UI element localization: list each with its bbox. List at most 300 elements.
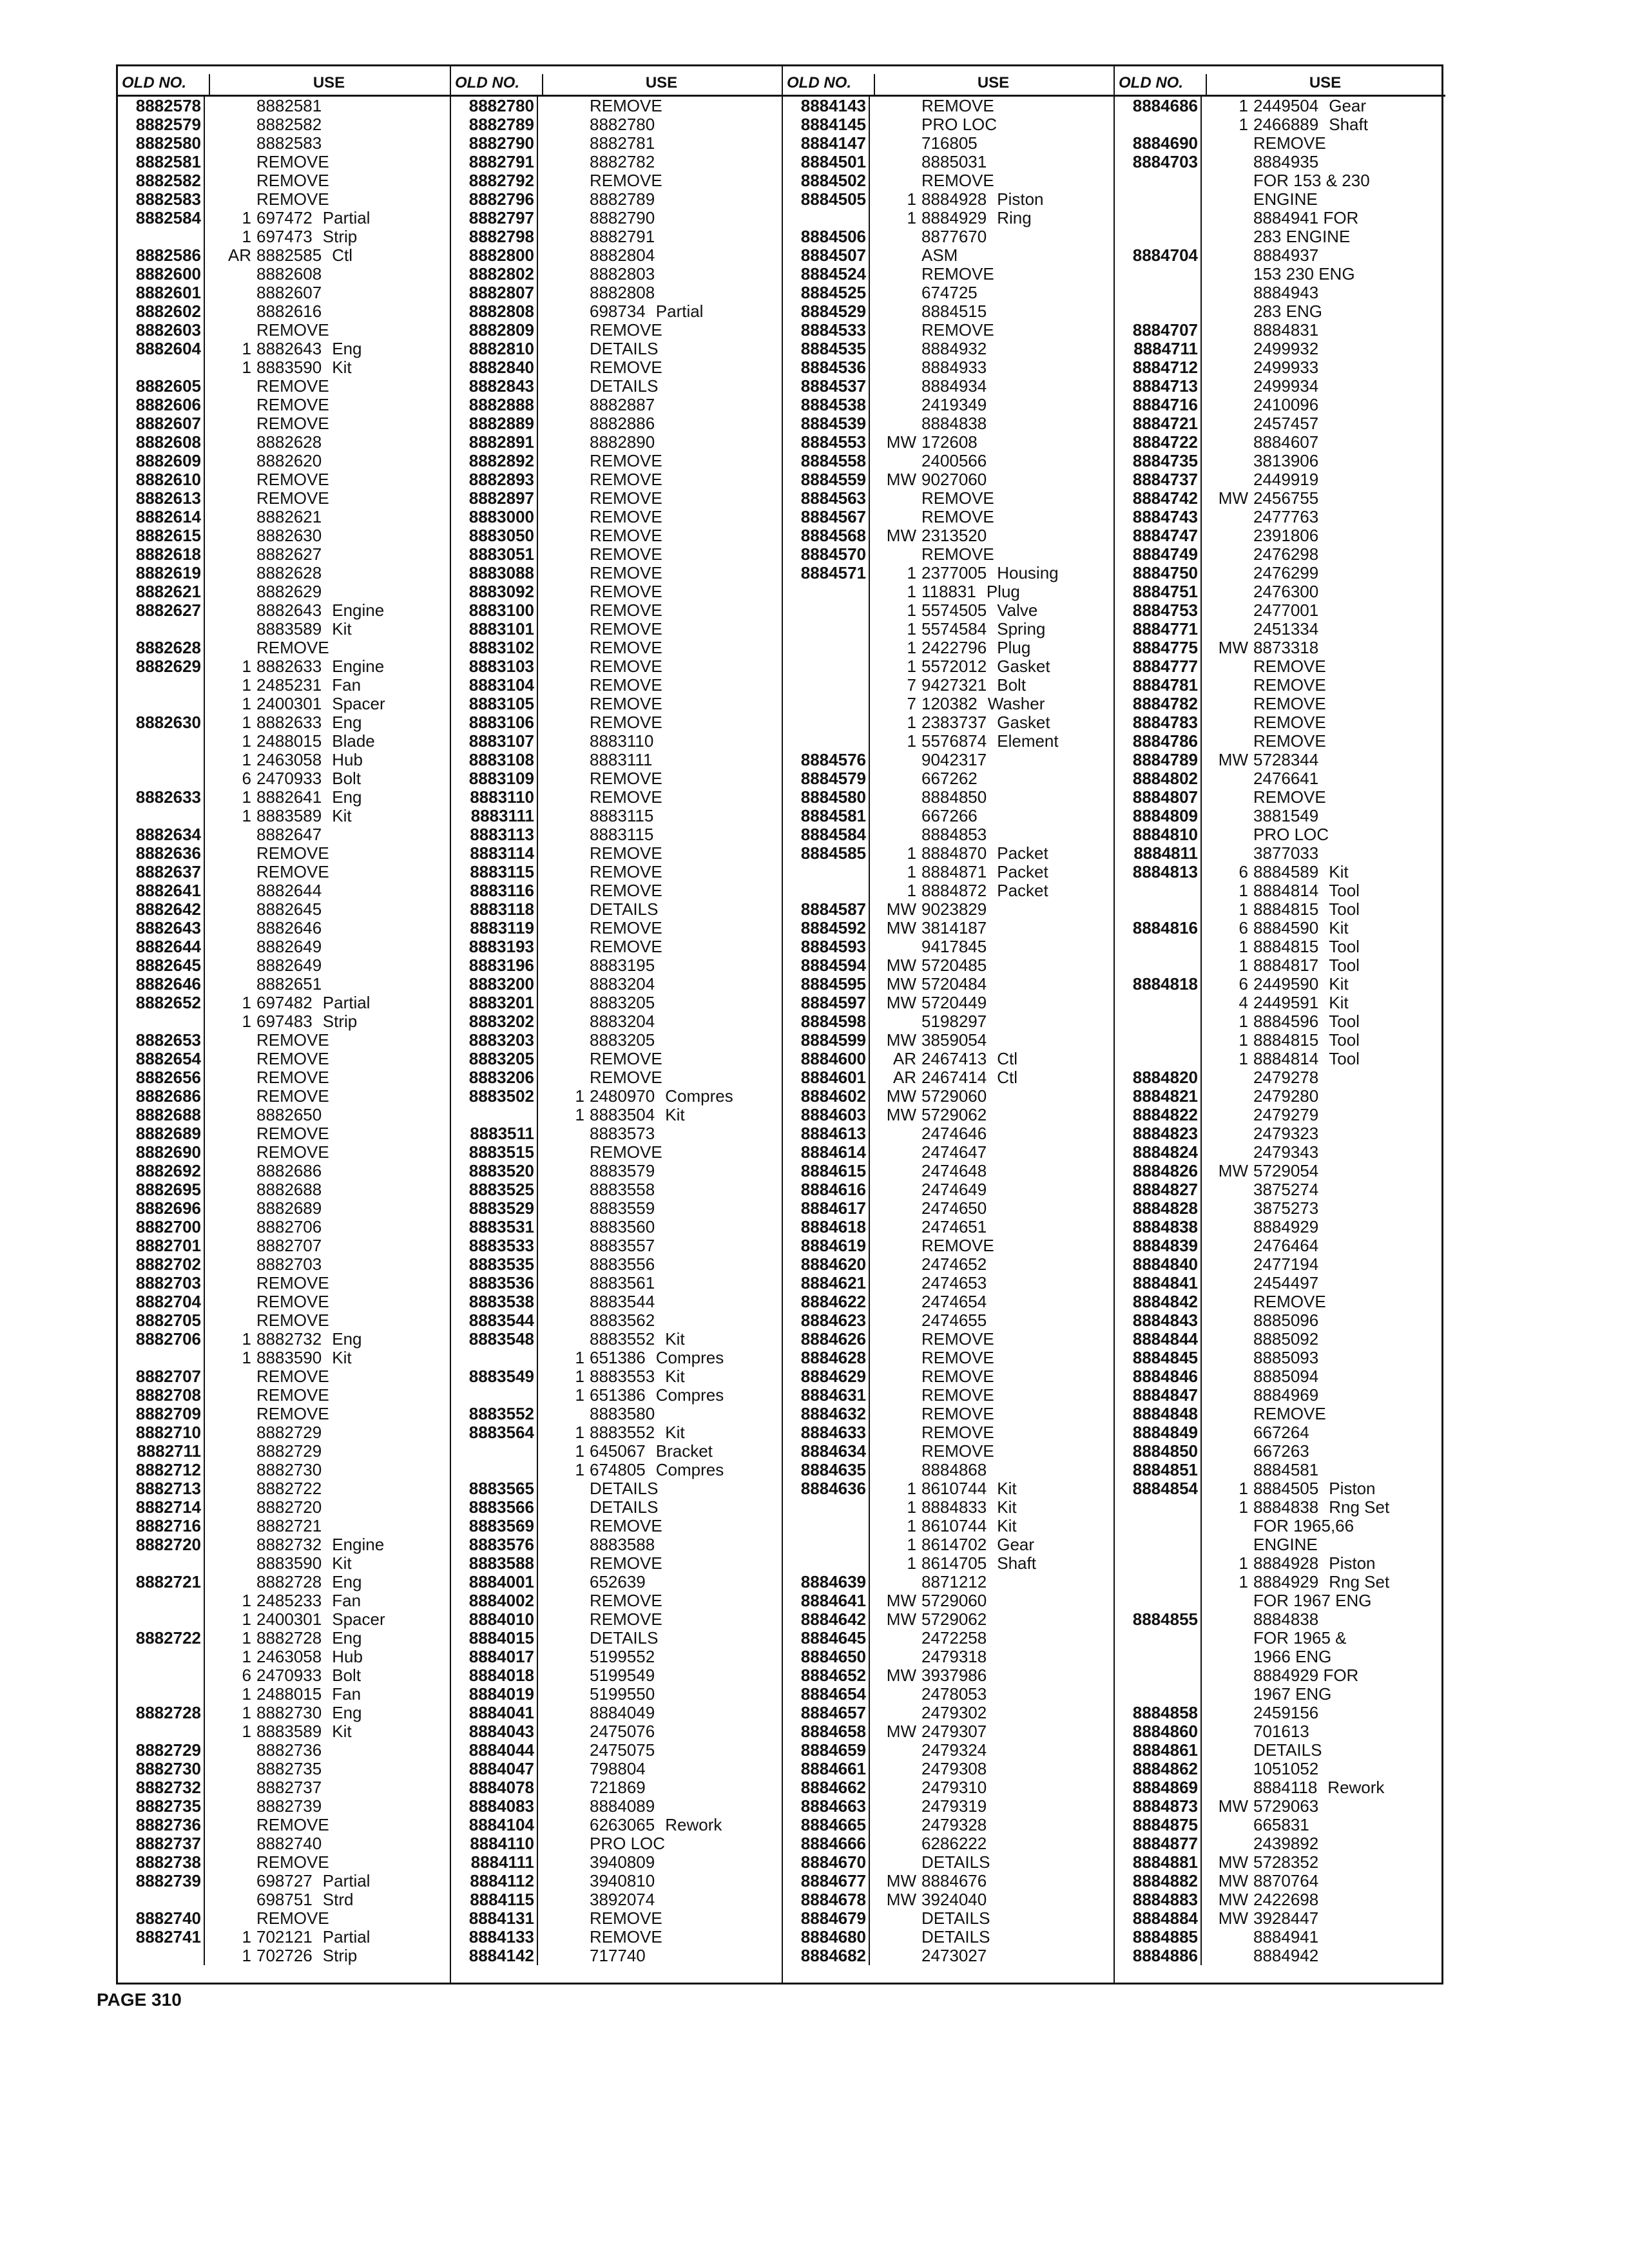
table-row [1115,340,1445,358]
part-description [662,564,673,582]
part-description: Kit [665,1423,685,1442]
table-row [451,1722,782,1741]
table-row [783,1573,1113,1591]
quantity: 1 [907,843,916,863]
table-row [1115,695,1445,713]
part-description [655,1162,665,1180]
table-row [118,265,450,284]
table-row [451,1031,782,1050]
use-part-number: 172608 [921,432,978,452]
part-description [994,97,1005,115]
quantity [870,1797,921,1816]
part-description [655,414,665,433]
old-number [118,358,205,377]
use-part-number: 8882730 [256,1460,322,1479]
part-description [662,1517,673,1535]
part-description [1318,190,1328,209]
part-description [987,1293,997,1311]
quantity: 1 [1239,1049,1248,1068]
old-number: 8883206 [451,1068,538,1087]
table-row [1115,358,1445,377]
use-part-number: 8884515 [921,302,987,321]
quantity [1202,1648,1253,1666]
part-description [1318,526,1329,545]
use-part-number: 8882722 [256,1479,322,1498]
old-number: 8882713 [118,1479,205,1498]
quantity: MW [886,1086,916,1106]
use-part-number: REMOVE [590,843,662,863]
quantity [538,302,590,321]
use-part-number: 8882629 [256,582,322,601]
quantity [870,1293,921,1311]
part-description [987,994,997,1012]
table-row [783,1068,1113,1087]
use-part-number: 2479324 [921,1740,987,1760]
use-part-number: 2463058 [256,750,322,769]
old-number: 8882712 [118,1461,205,1479]
quantity: 1 [242,1628,251,1648]
quantity: 1 [242,1703,251,1722]
use-part-number: 5572012 [921,657,987,676]
table-row [451,1442,782,1461]
table-row [1115,433,1445,452]
table-row [451,396,782,414]
table-row [1115,564,1445,582]
part-description [655,1031,665,1050]
part-description: Eng [332,1628,362,1648]
table-row [1115,1946,1445,1965]
table-row [118,564,450,582]
table-row [118,377,450,396]
old-number: 8882601 [118,284,205,302]
table-row [1115,732,1445,751]
part-description [329,1050,340,1068]
old-number: 8884677 [783,1872,870,1890]
table-row [783,956,1113,975]
part-description [1318,1909,1329,1928]
part-description [329,1311,340,1330]
use-part-number: 2449591 [1253,993,1319,1012]
table-row [118,321,450,340]
quantity [205,582,256,601]
old-number [783,881,870,900]
use-part-number: REMOVE [921,488,994,508]
use-part-number: 667264 [1253,1423,1309,1442]
table-row [783,115,1113,134]
quantity [205,1068,256,1087]
table-row [451,564,782,582]
quantity [538,1909,590,1928]
old-number: 8882695 [118,1180,205,1199]
use-part-number: 8884815 [1253,899,1319,919]
table-row [1115,900,1445,919]
old-number: 8884735 [1115,452,1202,470]
table-row [783,1386,1113,1405]
part-description [1326,732,1336,751]
use-part-number: 2479328 [921,1815,987,1834]
old-number: 8882610 [118,470,205,489]
part-description [329,190,340,209]
table-row [783,545,1113,564]
table-row [1115,807,1445,825]
part-description: Piston [1329,1479,1376,1498]
use-part-number: 8884049 [590,1703,655,1722]
table-row [1115,975,1445,994]
quantity [538,227,590,246]
old-number: 8884749 [1115,545,1202,564]
use-part-number: 8885096 [1253,1311,1319,1330]
quantity [205,489,256,508]
table-row [783,1629,1113,1648]
old-number: 8884535 [783,340,870,358]
table-row [451,1423,782,1442]
part-description [322,1461,332,1479]
table-row [451,1050,782,1068]
table-row [1115,209,1445,227]
old-number: 8884802 [1115,769,1202,788]
use-part-number: 721869 [590,1778,646,1797]
use-part-number: 2467414 [921,1068,987,1087]
old-number: 8884707 [1115,321,1202,340]
quantity: MW [1218,750,1248,769]
use-part-number: 8882781 [590,133,655,153]
quantity [538,1573,590,1591]
use-part-number: 2479323 [1253,1124,1319,1143]
old-number [1115,1498,1202,1517]
part-description [987,358,997,377]
use-part-number: 2499934 [1253,376,1319,396]
quantity [538,807,590,825]
quantity [870,115,921,134]
old-number: 8884602 [783,1087,870,1106]
quantity [538,1330,590,1349]
old-number: 8884002 [451,1591,538,1610]
part-description: Kit [332,1722,352,1741]
use-part-number: 8884872 [921,881,987,900]
old-number: 8883193 [451,937,538,956]
table-row [783,1928,1113,1946]
quantity: 1 [1239,1030,1248,1050]
part-description [1318,1461,1329,1479]
part-description [662,452,673,470]
part-description: Shaft [997,1553,1036,1573]
table-row [783,1180,1113,1199]
use-part-number: 8882736 [256,1740,322,1760]
quantity [870,171,921,190]
table-row [1115,1498,1445,1517]
quantity [1202,807,1253,825]
part-description [329,1068,340,1087]
old-number: 8884860 [1115,1722,1202,1741]
use-part-number: REMOVE [590,96,662,115]
table-row [118,1797,450,1816]
old-number: 8882702 [118,1255,205,1274]
table-row [118,1050,450,1068]
old-number: 8882843 [451,377,538,396]
old-number: 8882802 [451,265,538,284]
old-number: 8884633 [783,1423,870,1442]
quantity: 1 [242,339,251,358]
old-number [783,695,870,713]
table-row [118,1236,450,1255]
table-row [451,284,782,302]
table-row [118,1405,450,1423]
use-part-number: 8884505 [1253,1479,1319,1498]
part-description [329,321,340,340]
table-row [451,1124,782,1143]
old-number: 8884593 [783,937,870,956]
use-part-number: FOR 1965,66 [1253,1516,1354,1535]
table-row [783,1162,1113,1180]
use-part-number: REMOVE [590,1049,662,1068]
use-part-number: 8614705 [921,1553,987,1573]
use-part-number: 8882720 [256,1497,322,1517]
old-number: 8884587 [783,900,870,919]
table-row [783,1124,1113,1143]
old-number: 8882654 [118,1050,205,1068]
old-number: 8883103 [451,657,538,676]
old-number: 8884585 [783,844,870,863]
table-row [783,844,1113,863]
quantity: 1 [575,1086,584,1106]
part-description: Strip [322,1012,358,1031]
old-number: 8882644 [118,937,205,956]
old-number: 8883520 [451,1162,538,1180]
old-number: 8882709 [118,1405,205,1423]
old-number: 8884670 [783,1853,870,1872]
use-part-number: 2454497 [1253,1273,1319,1293]
use-part-number: PRO LOC [921,115,998,134]
use-part-number: 8883589 [256,1722,322,1741]
use-part-number: 3892074 [590,1890,655,1909]
quantity: 1 [1239,1553,1248,1573]
part-description [1326,1293,1336,1311]
old-number: 8883110 [451,788,538,807]
old-number: 8883106 [451,713,538,732]
use-part-number: 2466889 [1253,115,1319,134]
part-description [329,1386,340,1405]
table-row [451,1685,782,1704]
old-number: 8882621 [118,582,205,601]
old-number: 8884617 [783,1199,870,1218]
part-description [322,115,332,134]
quantity: MW [886,1890,916,1909]
table-row [783,769,1113,788]
part-description [987,1760,997,1778]
old-number: 8882700 [118,1218,205,1236]
quantity [1202,227,1253,246]
table-row [451,975,782,994]
old-number: 8884855 [1115,1610,1202,1629]
use-part-number: DETAILS [590,899,659,919]
old-number: 8884750 [1115,564,1202,582]
quantity: 1 [907,1516,916,1535]
use-part-number: 8884850 [921,787,987,807]
old-number: 8884615 [783,1162,870,1180]
use-part-number: 8883195 [590,956,655,975]
old-number: 8884142 [451,1946,538,1965]
use-part-number: 8883552 [590,1423,655,1442]
part-description [978,284,988,302]
old-number: 8882613 [118,489,205,508]
part-description: Packet [997,881,1048,900]
use-header: USE [313,74,345,91]
quantity [1202,246,1253,265]
quantity [205,265,256,284]
quantity [1202,377,1253,396]
table-row [1115,620,1445,639]
old-number [783,639,870,657]
part-description: Partial [655,302,704,321]
table-row [118,1124,450,1143]
table-row [451,1106,782,1124]
table-row [1115,227,1445,246]
quantity [870,1311,921,1330]
quantity [205,1442,256,1461]
old-number [1115,1629,1202,1648]
use-part-number: 8883552 [590,1329,655,1349]
old-number: 8882807 [451,284,538,302]
use-part-number: REMOVE [921,96,994,115]
table-row [118,732,450,751]
part-description [655,190,665,209]
old-number: 8884849 [1115,1423,1202,1442]
table-row [451,1386,782,1405]
table-row [783,807,1113,825]
quantity [870,396,921,414]
part-description [662,713,673,732]
old-number: 8882740 [118,1909,205,1928]
old-number: 8884678 [783,1890,870,1909]
table-row [451,1591,782,1610]
use-part-number: 2400301 [256,694,322,713]
table-row [1115,956,1445,975]
part-description [1326,1405,1336,1423]
table-row [783,1311,1113,1330]
part-description [1322,302,1333,321]
table-row [118,1274,450,1293]
table-row [783,1666,1113,1685]
use-part-number: REMOVE [256,395,329,414]
use-part-number: 5729054 [1253,1161,1319,1180]
use-part-number: REMOVE [256,1049,329,1068]
part-description [1318,1236,1329,1255]
use-part-number: REMOVE [256,1852,329,1872]
old-number: 8883529 [451,1199,538,1218]
old-number: 8883515 [451,1143,538,1162]
quantity [205,1890,256,1909]
part-description [1318,433,1329,452]
quantity [205,508,256,526]
part-description [329,863,340,881]
part-description [655,115,665,134]
use-part-number: 2449504 [1253,96,1319,115]
quantity [538,97,590,115]
table-row [118,807,450,825]
part-description [322,1218,332,1236]
quantity [1202,1180,1253,1199]
table-row [118,340,450,358]
quantity [205,190,256,209]
quantity: MW [886,1722,916,1741]
quantity [205,1293,256,1311]
use-part-number: 2377005 [921,563,987,582]
table-row [1115,1162,1445,1180]
old-number [783,620,870,639]
table-row [1115,265,1445,284]
quantity [205,284,256,302]
part-description [1309,1442,1320,1461]
part-description: Strd [322,1890,354,1909]
use-part-number: PRO LOC [1253,825,1329,844]
part-description [329,1124,340,1143]
old-number: 8882688 [118,1106,205,1124]
part-description: Bolt [997,675,1027,695]
quantity: 1 [907,638,916,657]
part-description [329,414,340,433]
use-part-number: 8882644 [256,881,322,900]
use-part-number: 8610744 [921,1479,987,1498]
old-number: 8884743 [1115,508,1202,526]
quantity: 1 [907,1497,916,1517]
part-description [1318,1946,1329,1965]
table-row [783,97,1113,115]
table-row [451,788,782,807]
part-description [655,1255,665,1274]
part-description [329,1274,340,1293]
part-description [987,377,997,396]
table-row [118,956,450,975]
part-description [662,1610,673,1629]
table-row [118,302,450,321]
old-number: 8884821 [1115,1087,1202,1106]
quantity [870,1461,921,1479]
use-part-number: 8882732 [256,1329,322,1349]
quantity [870,751,921,769]
use-part-number: REMOVE [590,526,662,545]
part-description [1318,284,1329,302]
part-description: Tool [1329,1012,1360,1031]
use-part-number: REMOVE [1253,713,1326,732]
old-number: 8882581 [118,153,205,171]
table-row [1115,302,1445,321]
use-part-number: 2470933 [256,1666,322,1685]
use-part-number: 8883589 [256,806,322,825]
old-number: 8884663 [783,1797,870,1816]
part-description [322,1236,332,1255]
quantity: 1 [1239,1012,1248,1031]
quantity [870,1405,921,1423]
table-row [118,1479,450,1498]
old-number: 8884751 [1115,582,1202,601]
quantity: MW [886,1591,916,1610]
quantity [1202,414,1253,433]
old-number [783,1554,870,1573]
table-row [783,302,1113,321]
old-number: 8883588 [451,1554,538,1573]
part-description [662,545,673,564]
part-description [987,1778,997,1797]
use-part-number: 8883110 [590,731,654,751]
old-number: 8884828 [1115,1199,1202,1218]
table-row [118,1255,450,1274]
part-description: Gear [997,1535,1035,1554]
quantity: 1 [242,806,251,825]
use-part-number: REMOVE [256,414,329,433]
old-number: 8884001 [451,1573,538,1591]
part-description: Gasket [997,713,1050,732]
old-number: 8882600 [118,265,205,284]
